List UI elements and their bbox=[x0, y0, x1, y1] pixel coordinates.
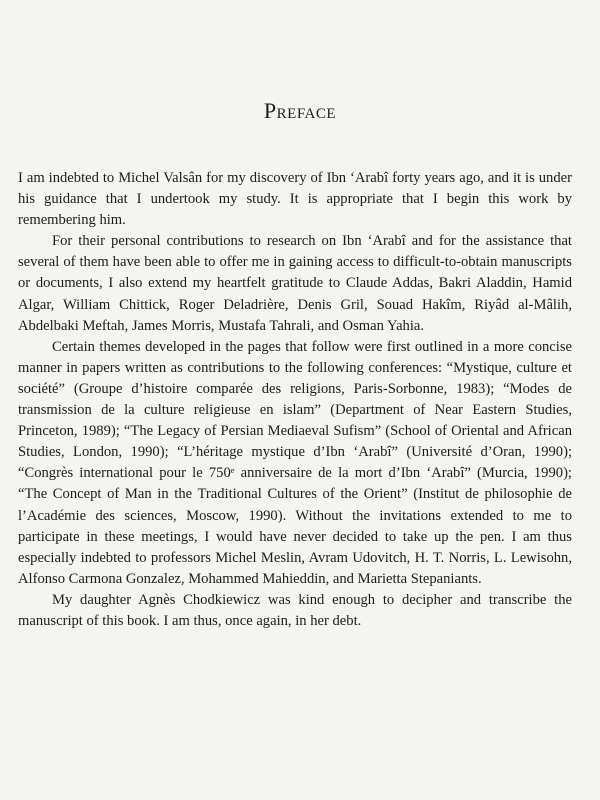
preface-body bbox=[18, 168, 572, 632]
paragraph-4: My daughter Agnès Chodkiewicz was kind enough to decipher and transcribe the manuscript of this book. I am thus, once again, in her debt. bbox=[18, 591, 572, 629]
paragraph-2: For their personal contributions to research on Ibn ‘Arabî and for the assistance that several of them have been able to offer me in gaining access to difficult-to-obtain manuscripts or documents, I also extend my heartfelt gratitude to Claude Addas, Bakri Aladdin, Hamid Algar, William Chittick, Roger Deladrière, Denis Gril, Souad Hakîm, Riyâd al-Mâlih, Abdelbaki Meftah, James Morris, Mustafa Tahrali, and Osman Yahia. bbox=[18, 233, 572, 334]
paragraph-3: Certain themes developed in the pages that follow were first outlined in a more concise manner in papers written as contributions to the following conferences: “Mystique, culture et société” (Groupe d’histoire comparée des religions, Paris-Sorbonne, 1983); “Modes de transmission de la culture religieuse en islam” (Department of Near Eastern Studies, Princeton, 1989); “The Legacy of Persian Mediaeval Sufism” (School of Oriental and African Studies, London, 1990); “L’héritage mystique d’Ibn ‘Arabî” (Université d’Oran, 1990); “Congrès international pour le 750ᵉ anniversaire de la mort d’Ibn ‘Arabî” (Murcia, 1990); “The Concept of Man in the Traditional Cultures of the Orient” (Institut de philosophie de l’Académie des sciences, Moscow, 1990). Without the invitations extended to me to participate in these meetings, I would have never decided to take up the pen. I am thus especially indebted to professors Michel Meslin, Avram Udovitch, H. T. Norris, L. Lewisohn, Alfonso Carmona Gonzalez, Mohammed Mahieddin, and Marietta Stepaniants. bbox=[18, 338, 572, 587]
page-title: Preface bbox=[263, 98, 337, 123]
paragraph-1: I am indebted to Michel Valsân for my discovery of Ibn ‘Arabî forty years ago, and it is under his guidance that I undertook my study. It is appropriate that I begin this work by remembering him. bbox=[18, 170, 572, 229]
